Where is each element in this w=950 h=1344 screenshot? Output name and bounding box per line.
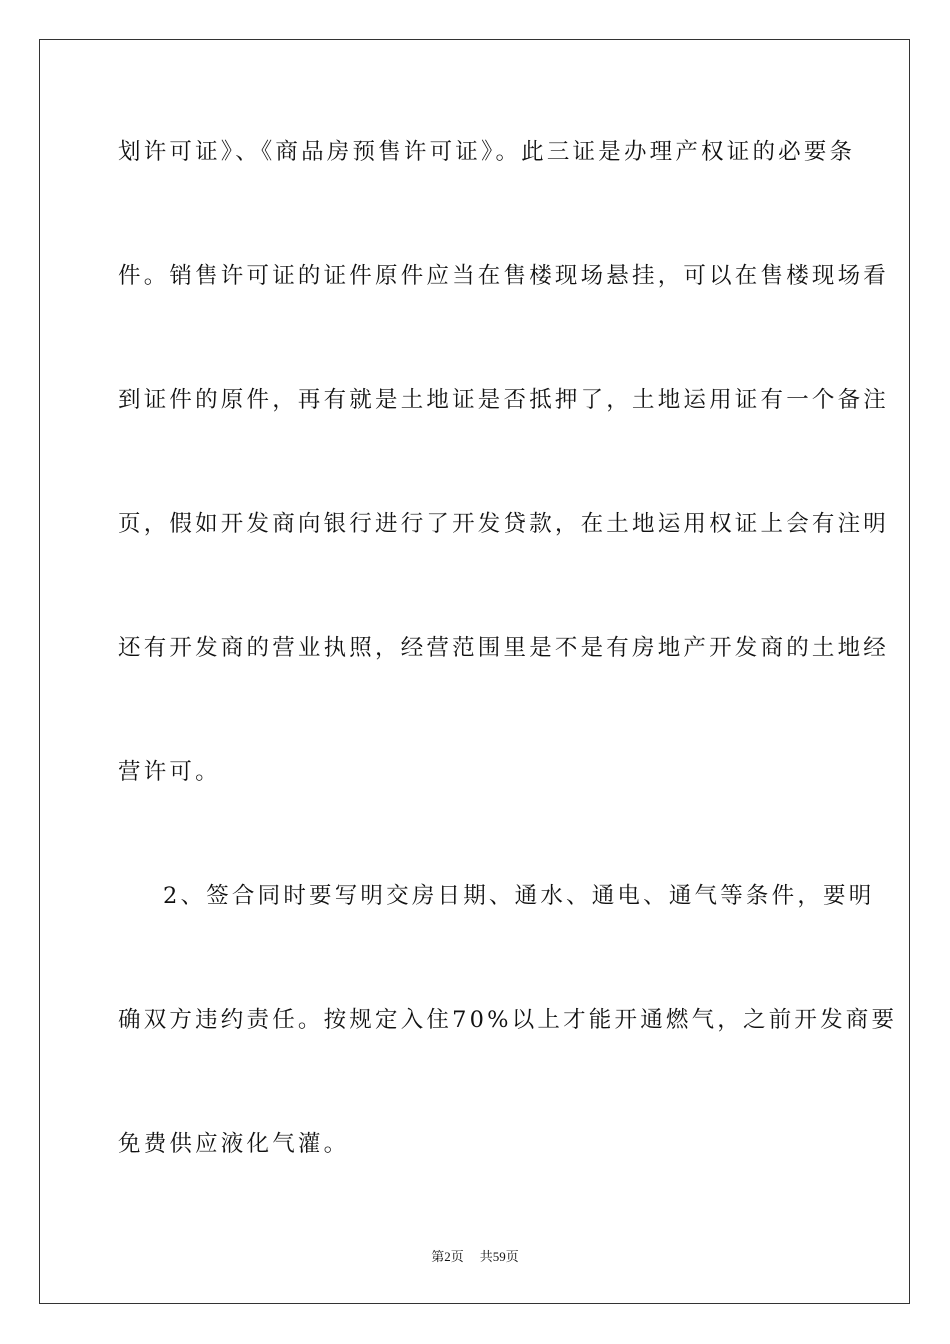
page-border: [39, 39, 910, 1304]
text-line: 免费供应液化气灌。: [118, 1131, 350, 1157]
page-footer: [0, 1248, 950, 1267]
text-line: 件。销售许可证的证件原件应当在售楼现场悬挂，可以在售楼现场看: [118, 263, 890, 289]
page-total: 共59页: [479, 1249, 519, 1264]
text-line: 划许可证》、《商品房预售许可证》。此三证是办理产权证的必要条: [118, 139, 856, 165]
text-line: 还有开发商的营业执照，经营范围里是不是有房地产开发商的土地经: [118, 635, 890, 661]
text-line: 确双方违约责任。按规定入住70%以上才能开通燃气，之前开发商要: [118, 1007, 898, 1033]
text-line: 页，假如开发商向银行进行了开发贷款，在土地运用权证上会有注明: [118, 511, 890, 537]
text-line: 营许可。: [118, 759, 221, 785]
page-number: 第2页: [431, 1249, 464, 1264]
text-line-paragraph-start: 2、签合同时要写明交房日期、通水、通电、通气等条件，要明: [163, 883, 875, 909]
text-line: 到证件的原件，再有就是土地证是否抵押了，土地运用证有一个备注: [118, 387, 890, 413]
